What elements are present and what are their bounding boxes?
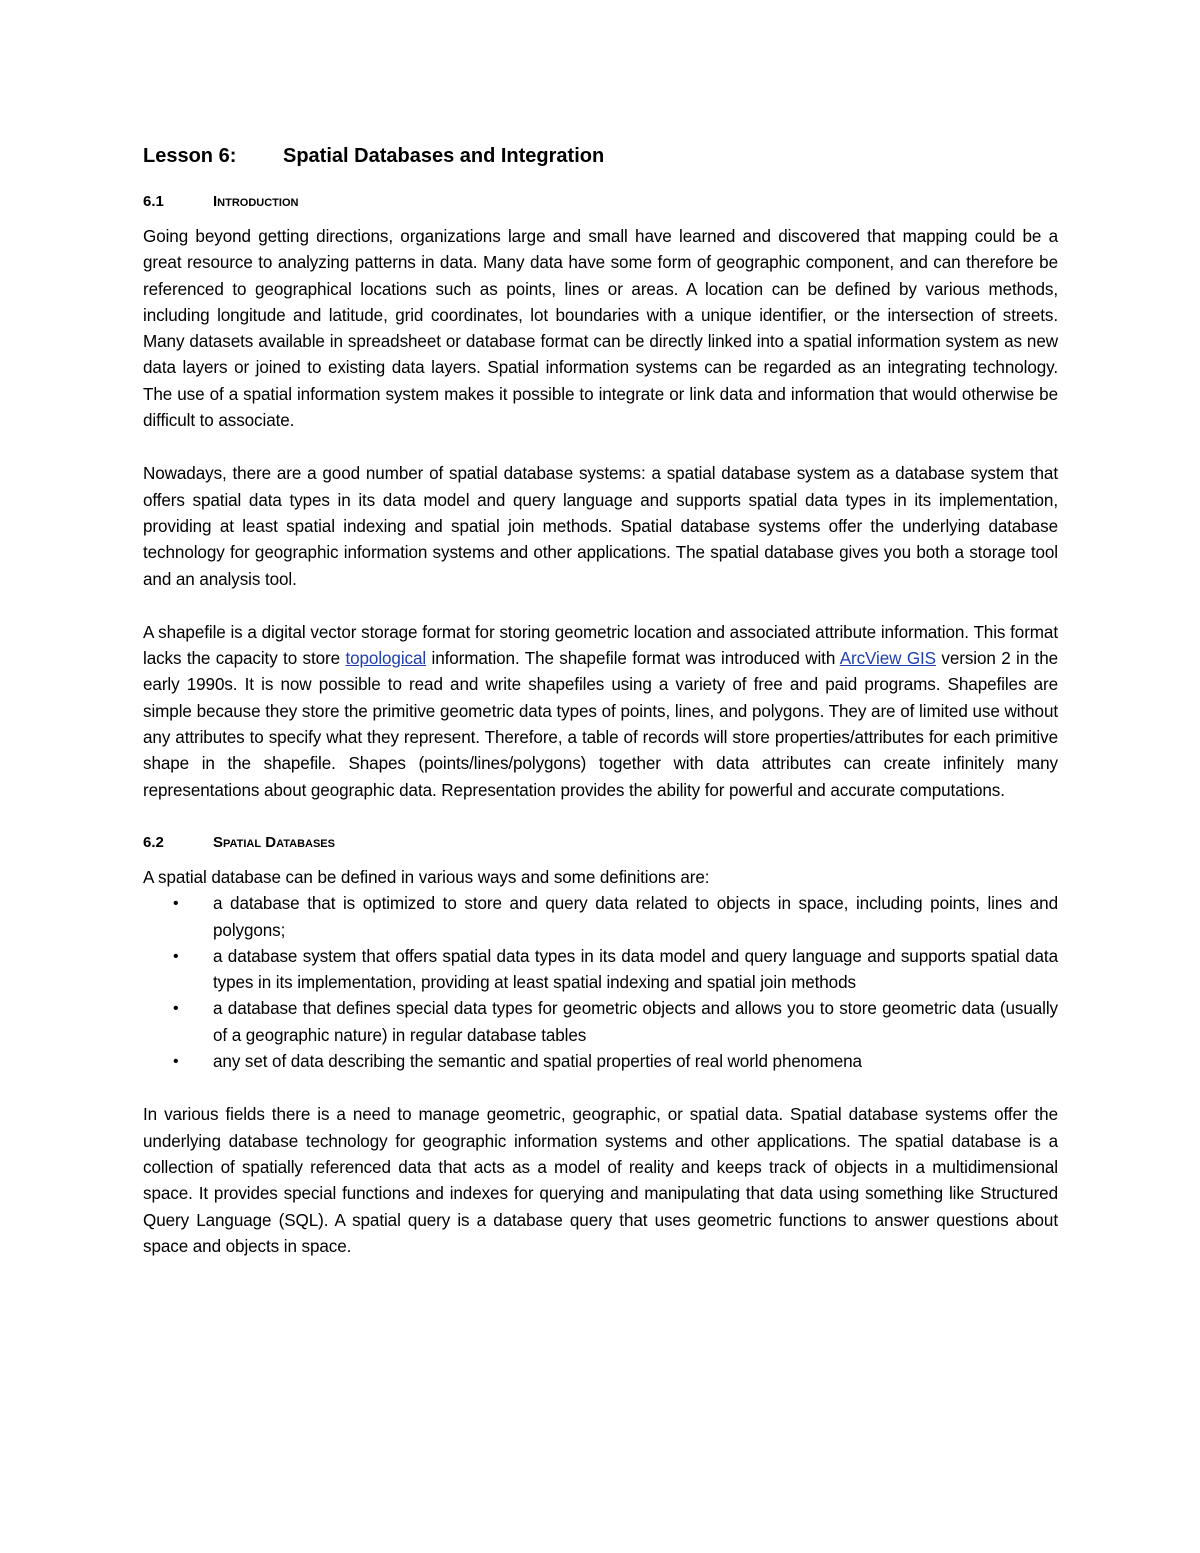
section-title: Spatial Databases (213, 833, 335, 851)
bullet-icon: • (173, 1053, 179, 1071)
section-title: Introduction (213, 193, 299, 210)
paragraph-text: A shapefile is a digital vector storage format for storing geometric location and associated attribute information. This format lacks the capacity to store (143, 622, 1058, 669)
arcview-gis-link[interactable]: ArcView GIS (839, 649, 936, 669)
intro-paragraph-2: Nowadays, there are a good number of spatial database systems: a spatial database system as a database system that offers spatial data types in its data model and query language and supports spatial data types in its implementation, providing at least spatial indexing and spatial join methods. Spatial database systems offer the underlying database technology for geographic information systems and other applications. The spatial database gives you both a storage tool and an analysis tool. (143, 464, 1058, 589)
document-body (143, 140, 1058, 1287)
definitions-intro: A spatial database can be defined in various ways and some definitions are: (143, 867, 710, 887)
bullet-icon: • (173, 947, 179, 965)
bullet-icon: • (173, 895, 179, 913)
lesson-title-text: Spatial Databases and Integration (283, 145, 605, 167)
section-heading-spatial-databases (143, 831, 1058, 855)
spatial-db-paragraph: In various fields there is a need to manage geometric, geographic, or spatial data. Spatial database systems offer the underlying database technology for geographic information systems and other applications. The spatial database is a collection of spatially referenced data that acts as a model of reality and keeps track of objects in a multidimensional space. It provides special functions and indexes for querying and manipulating that data using something like Structured Query Language (SQL). A spatial query is a database query that uses geometric functions to answer questions about space and objects in space. (143, 1105, 1058, 1256)
lesson-title (143, 140, 1058, 172)
lesson-number: Lesson 6: (143, 145, 237, 167)
list-item (143, 1049, 1058, 1075)
intro-paragraph-shapefile (143, 620, 1058, 804)
paragraph-text: information. The shapefile format was introduced with (426, 649, 840, 669)
section-number: 6.2 (143, 833, 164, 851)
list-item (143, 944, 1058, 997)
section-heading-introduction (143, 190, 1058, 214)
list-item-text: a database that is optimized to store and query data related to objects in space, including points, lines and polygons; (213, 894, 1058, 940)
bullet-icon: • (173, 1000, 179, 1018)
paragraph-text: version 2 in the early 1990s. It is now possible to read and write shapefiles using a variety of free and paid programs. Shapefiles are simple because they store the primitive geometric data types of points, lines, and polygons. They are of limited use without any attributes to specify what they represent. Therefore, a table of records will store properties/attributes for each primitive shape in the shapefile. Shapes (points/lines/polygons) together with data attributes can create infinitely many representations about geographic data. Representation provides the ability for powerful and accurate computations. (143, 649, 1059, 800)
list-item-text: a database system that offers spatial data types in its data model and query language and supports spatial data types in its implementation, providing at least spatial indexing and spatial join methods (213, 946, 1058, 993)
list-item (143, 996, 1058, 1049)
list-item (143, 891, 1058, 944)
list-item-text: any set of data describing the semantic and spatial properties of real world phenomena (213, 1052, 862, 1072)
topological-link[interactable]: topological (345, 649, 427, 669)
definitions-list (143, 891, 1058, 1075)
section-number: 6.1 (143, 193, 164, 210)
intro-paragraph-1: Going beyond getting directions, organizations large and small have learned and discovered that mapping could be a great resource to analyzing patterns in data. Many data have some form of geographic component, and can therefore be referenced to geographical locations such as points, lines or areas. A location can be defined by various methods, including longitude and latitude, grid coordinates, lot boundaries with a unique identifier, or the intersection of streets. Many datasets available in spreadsheet or database format can be directly linked into a spatial information system as new data layers or joined to existing data layers. Spatial information systems can be regarded as an integrating technology. The use of a spatial information system makes it possible to integrate or link data and information that would otherwise be difficult to associate. (143, 227, 1058, 431)
list-item-text: a database that defines special data types for geometric objects and allows you to store geometric data (usually of a geographic nature) in regular database tables (213, 999, 1058, 1045)
